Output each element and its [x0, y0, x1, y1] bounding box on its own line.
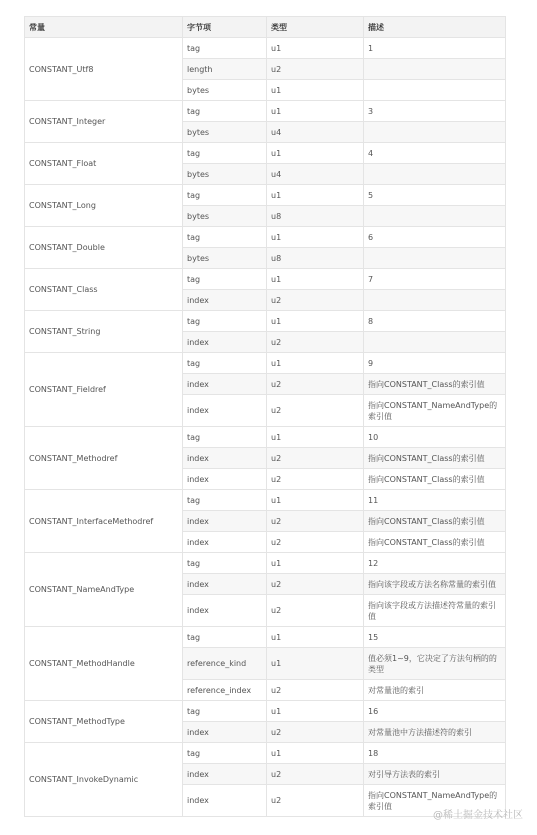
table-row [25, 743, 506, 764]
header-constant: 常量 [25, 17, 183, 38]
description-cell: 12 [364, 553, 506, 574]
byte-item-cell: index [183, 764, 267, 785]
table-row [25, 627, 506, 648]
byte-item-cell: index [183, 532, 267, 553]
type-cell: u2 [267, 764, 364, 785]
constant-name-cell: CONSTANT_MethodType [25, 701, 183, 743]
description-cell: 指向CONSTANT_NameAndType的索引值 [364, 395, 506, 427]
table-row [25, 311, 506, 332]
byte-item-cell: index [183, 511, 267, 532]
type-cell: u2 [267, 448, 364, 469]
byte-item-cell: bytes [183, 80, 267, 101]
type-cell: u2 [267, 722, 364, 743]
constant-name-cell: CONSTANT_Utf8 [25, 38, 183, 101]
constant-name-cell: CONSTANT_Class [25, 269, 183, 311]
byte-item-cell: index [183, 595, 267, 627]
type-cell: u2 [267, 332, 364, 353]
description-cell [364, 164, 506, 185]
byte-item-cell: reference_index [183, 680, 267, 701]
description-cell: 7 [364, 269, 506, 290]
description-cell: 4 [364, 143, 506, 164]
byte-item-cell: index [183, 290, 267, 311]
table-body [25, 38, 506, 817]
byte-item-cell: index [183, 374, 267, 395]
byte-item-cell: tag [183, 185, 267, 206]
table-row [25, 353, 506, 374]
byte-item-cell: bytes [183, 248, 267, 269]
table-row [25, 553, 506, 574]
type-cell: u1 [267, 490, 364, 511]
description-cell: 指向CONSTANT_Class的索引值 [364, 469, 506, 490]
description-cell [364, 80, 506, 101]
type-cell: u2 [267, 785, 364, 817]
byte-item-cell: tag [183, 227, 267, 248]
description-cell: 5 [364, 185, 506, 206]
type-cell: u1 [267, 143, 364, 164]
byte-item-cell: index [183, 395, 267, 427]
header-description: 描述 [364, 17, 506, 38]
type-cell: u1 [267, 269, 364, 290]
type-cell: u4 [267, 164, 364, 185]
type-cell: u1 [267, 553, 364, 574]
byte-item-cell: bytes [183, 206, 267, 227]
description-cell: 18 [364, 743, 506, 764]
description-cell: 对引导方法表的索引 [364, 764, 506, 785]
constant-name-cell: CONSTANT_Methodref [25, 427, 183, 490]
description-cell [364, 206, 506, 227]
description-cell: 指向CONSTANT_Class的索引值 [364, 448, 506, 469]
watermark: @稀土掘金技术社区 [433, 810, 523, 821]
type-cell: u1 [267, 101, 364, 122]
description-cell: 指向CONSTANT_NameAndType的索引值 [364, 785, 506, 817]
byte-item-cell: tag [183, 143, 267, 164]
constant-name-cell: CONSTANT_MethodHandle [25, 627, 183, 701]
table-row [25, 143, 506, 164]
byte-item-cell: index [183, 574, 267, 595]
constant-name-cell: CONSTANT_Fieldref [25, 353, 183, 427]
constant-name-cell: CONSTANT_InterfaceMethodref [25, 490, 183, 553]
table-row [25, 185, 506, 206]
constant-pool-table [24, 16, 506, 817]
type-cell: u8 [267, 206, 364, 227]
description-cell: 值必须1~9，它决定了方法句柄的的类型 [364, 648, 506, 680]
description-cell: 指向该字段或方法名称常量的索引值 [364, 574, 506, 595]
type-cell: u1 [267, 227, 364, 248]
byte-item-cell: reference_kind [183, 648, 267, 680]
type-cell: u1 [267, 311, 364, 332]
byte-item-cell: index [183, 722, 267, 743]
type-cell: u4 [267, 122, 364, 143]
description-cell: 8 [364, 311, 506, 332]
description-cell [364, 122, 506, 143]
constant-name-cell: CONSTANT_Float [25, 143, 183, 185]
description-cell [364, 290, 506, 311]
description-cell: 指向CONSTANT_Class的索引值 [364, 511, 506, 532]
byte-item-cell: tag [183, 427, 267, 448]
byte-item-cell: index [183, 469, 267, 490]
description-cell: 对常量池中方法描述符的索引 [364, 722, 506, 743]
byte-item-cell: tag [183, 490, 267, 511]
type-cell: u2 [267, 374, 364, 395]
description-cell: 9 [364, 353, 506, 374]
byte-item-cell: bytes [183, 164, 267, 185]
description-cell [364, 248, 506, 269]
byte-item-cell: tag [183, 701, 267, 722]
description-cell [364, 59, 506, 80]
byte-item-cell: tag [183, 553, 267, 574]
table-row [25, 38, 506, 59]
type-cell: u2 [267, 680, 364, 701]
description-cell: 对常量池的索引 [364, 680, 506, 701]
type-cell: u1 [267, 185, 364, 206]
type-cell: u2 [267, 395, 364, 427]
header-type: 类型 [267, 17, 364, 38]
constant-name-cell: CONSTANT_String [25, 311, 183, 353]
table-row [25, 227, 506, 248]
type-cell: u2 [267, 532, 364, 553]
type-cell: u1 [267, 627, 364, 648]
byte-item-cell: tag [183, 627, 267, 648]
byte-item-cell: tag [183, 311, 267, 332]
table-row [25, 101, 506, 122]
byte-item-cell: index [183, 332, 267, 353]
description-cell: 1 [364, 38, 506, 59]
table-row [25, 427, 506, 448]
description-cell: 16 [364, 701, 506, 722]
type-cell: u2 [267, 574, 364, 595]
table-row [25, 269, 506, 290]
constant-name-cell: CONSTANT_InvokeDynamic [25, 743, 183, 817]
constant-name-cell: CONSTANT_Double [25, 227, 183, 269]
table-header-row [25, 17, 506, 38]
type-cell: u1 [267, 743, 364, 764]
type-cell: u1 [267, 38, 364, 59]
description-cell: 指向该字段或方法描述符常量的索引值 [364, 595, 506, 627]
type-cell: u2 [267, 290, 364, 311]
byte-item-cell: tag [183, 269, 267, 290]
type-cell: u2 [267, 469, 364, 490]
type-cell: u1 [267, 353, 364, 374]
description-cell [364, 332, 506, 353]
constant-name-cell: CONSTANT_NameAndType [25, 553, 183, 627]
description-cell: 3 [364, 101, 506, 122]
description-cell: 指向CONSTANT_Class的索引值 [364, 374, 506, 395]
type-cell: u1 [267, 80, 364, 101]
description-cell: 6 [364, 227, 506, 248]
byte-item-cell: tag [183, 353, 267, 374]
type-cell: u1 [267, 427, 364, 448]
header-byte-item: 字节项 [183, 17, 267, 38]
description-cell: 指向CONSTANT_Class的索引值 [364, 532, 506, 553]
type-cell: u1 [267, 701, 364, 722]
byte-item-cell: bytes [183, 122, 267, 143]
table-row [25, 701, 506, 722]
byte-item-cell: tag [183, 38, 267, 59]
type-cell: u8 [267, 248, 364, 269]
byte-item-cell: length [183, 59, 267, 80]
description-cell: 11 [364, 490, 506, 511]
type-cell: u2 [267, 59, 364, 80]
description-cell: 10 [364, 427, 506, 448]
byte-item-cell: index [183, 448, 267, 469]
type-cell: u2 [267, 595, 364, 627]
constant-name-cell: CONSTANT_Long [25, 185, 183, 227]
type-cell: u1 [267, 648, 364, 680]
byte-item-cell: index [183, 785, 267, 817]
type-cell: u2 [267, 511, 364, 532]
table-row [25, 490, 506, 511]
description-cell: 15 [364, 627, 506, 648]
byte-item-cell: tag [183, 101, 267, 122]
byte-item-cell: tag [183, 743, 267, 764]
constant-name-cell: CONSTANT_Integer [25, 101, 183, 143]
